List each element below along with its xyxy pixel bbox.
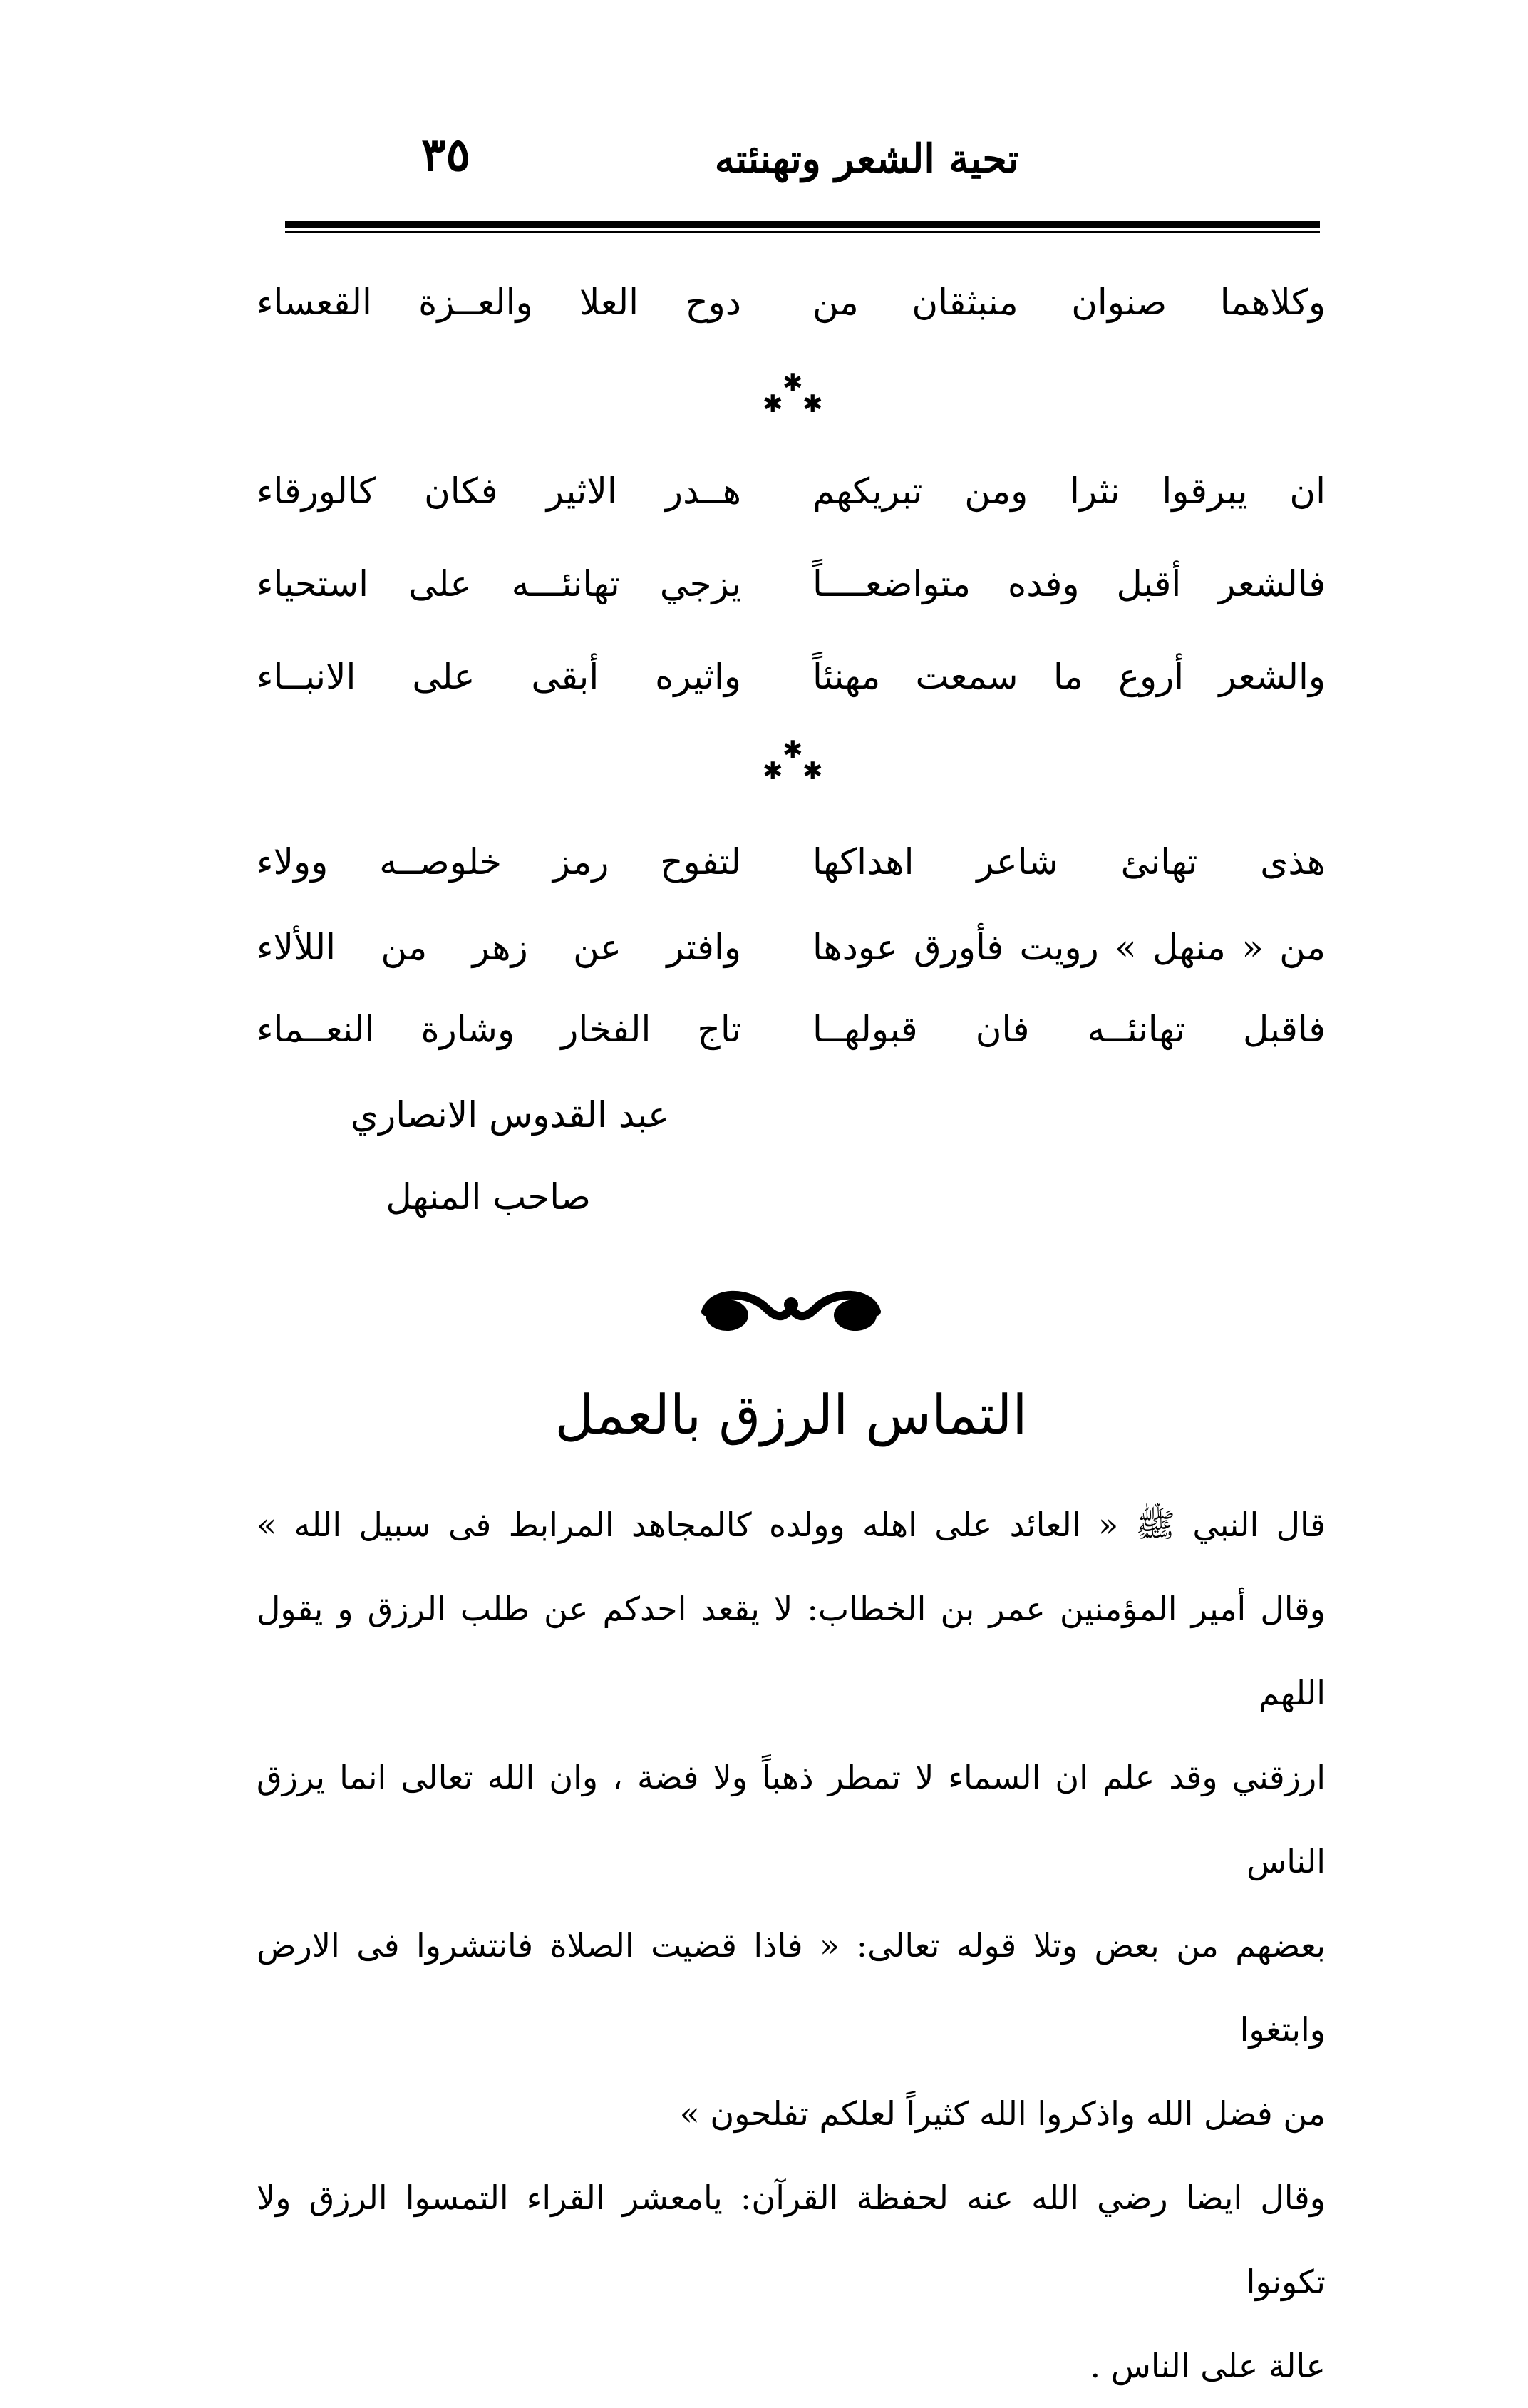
star-icon: ✱ (783, 369, 803, 397)
verse-second-hemistich: تاج الفخار وشارة النعــماء (257, 1009, 741, 1050)
verse-first-hemistich: هذى تهانئ شاعر اهداكها (812, 841, 1326, 883)
signature-name: عبد القدوس الانصاري (351, 1094, 669, 1136)
verse-first-hemistich: ان يبرقوا نثرا ومن تبريكهم (812, 470, 1326, 512)
verse-line (257, 282, 1326, 346)
paragraph-line: بعضهم من بعض وتلا قوله تعالى: « فاذا قضيت الصلاة فانتشروا فى الارض وابتغوا (257, 1926, 1326, 2049)
article-title: التماس الرزق بالعمل (554, 1383, 1028, 1446)
star-icon: ✱ (763, 757, 783, 786)
running-header (285, 128, 1318, 214)
verse-second-hemistich: لتفوح رمز خلوصــه وولاء (257, 841, 741, 883)
header-title: تحية الشعر وتهنئته (714, 135, 1019, 182)
star-icon: ✱ (783, 736, 803, 764)
paragraph-line: من فضل الله واذكروا الله كثيراً لعلكم تفلحون » (679, 2094, 1326, 2133)
star-icon: ✱ (763, 390, 783, 418)
verse-second-hemistich: دوح العلا والعــزة القعساء (257, 282, 741, 323)
verse-line (257, 563, 1326, 627)
header-rule-thin (285, 231, 1320, 233)
verse-second-hemistich: هــدر الاثير فكان كالورقاء (257, 470, 741, 512)
verse-first-hemistich: من « منهل » رويت فأورق عودها (812, 927, 1326, 968)
article-body (257, 1483, 1326, 2408)
ornament-divider-icon (698, 1276, 884, 1340)
verse-first-hemistich: فاقبل تهانئــه فان قبولهــا (812, 1009, 1326, 1050)
verse-second-hemistich: وافتر عن زهر من اللألاء (257, 927, 741, 968)
verse-line (257, 470, 1326, 535)
star-icon: ✱ (802, 390, 823, 418)
verse-first-hemistich: وكلاهما صنوان منبثقان من (812, 282, 1326, 323)
paragraph-line: وقال أمير المؤمنين عمر بن الخطاب: لا يقعد احدكم عن طلب الرزق و يقول اللهم (257, 1590, 1326, 1712)
verse-line (257, 1009, 1326, 1073)
verse-first-hemistich: فالشعر أقبل وفده متواضعــــاً (812, 563, 1326, 604)
verse-first-hemistich: والشعر أروع ما سمعت مهنئاً (812, 656, 1326, 697)
paragraph-line: ارزقني وقد علم ان السماء لا تمطر ذهباً ولا فضة ، وان الله تعالى انما يرزق الناس (257, 1758, 1326, 1880)
verse-line (257, 841, 1326, 905)
header-rule (285, 221, 1320, 228)
verse-line (257, 927, 1326, 991)
asterism-divider (755, 738, 827, 788)
star-icon: ✱ (802, 757, 823, 786)
page-number: ٣٥ (421, 128, 470, 182)
verse-line (257, 656, 1326, 720)
paragraph-line: عالة على الناس . (1090, 2347, 1326, 2385)
asterism-divider (755, 371, 827, 421)
paragraph-line: وقال ايضا رضي الله عنه لحفظة القرآن: يامعشر القراء التمسوا الرزق ولا تكونوا (257, 2178, 1326, 2301)
signature-role: صاحب المنهل (386, 1176, 591, 1218)
verse-second-hemistich: يزجي تهانئـــه على استحياء (257, 563, 741, 604)
paragraph-line: قال النبي ﷺ « العائد على اهله وولده كالمجاهد المرابط فى سبيل الله » (257, 1506, 1326, 1544)
verse-second-hemistich: واثيره أبقى على الانبــاء (257, 656, 741, 697)
